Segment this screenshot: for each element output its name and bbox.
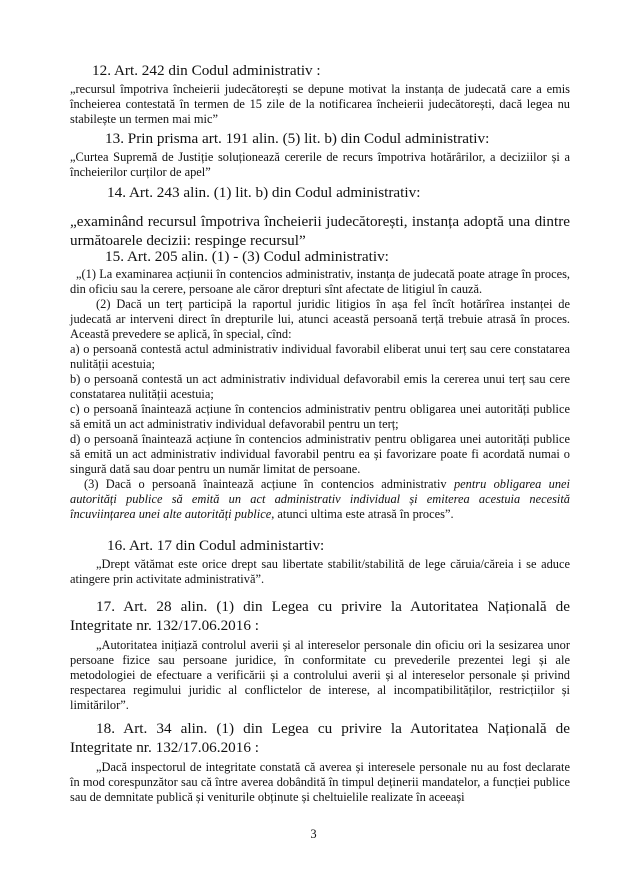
- point-b: b) o persoană contestă un act administrativ individual defavorabil emis la cererea unui terț sau cere constatarea nulității acestuia;: [70, 372, 570, 401]
- item-18: [70, 719, 570, 805]
- paragraph-1: „(1) La examinarea acțiunii în contencios administrativ, instanța de judecată poate atrage în proces, din oficiu sau la cerere, persoane ale căror drepturi sînt afectate de litigiul în cauză.: [70, 267, 570, 296]
- item-17: [70, 597, 570, 713]
- item-heading: 17. Art. 28 alin. (1) din Legea cu privire la Autoritatea Națională de Integritate nr. 132/17.06.2016 :: [70, 598, 570, 634]
- point-d: d) o persoană înaintează acțiune în contencios administrativ pentru obligarea unei autorități publice să emită un act administrativ individual favorabil pentru ea și favorizare poate fi acordată numai o singură dată sau doar pentru un număr limitat de persoane.: [70, 432, 570, 476]
- point-a: a) o persoană contestă actul administrativ individual favorabil eliberat unui terț sau cere constatarea nulității acestuia;: [70, 342, 570, 371]
- item-13: [70, 130, 570, 180]
- point-c: c) o persoană înaintează acțiune în contencios administrativ pentru obligarea unei autorități publice să emită un act administrativ individual defavorabil pentru un terț;: [70, 402, 570, 431]
- item-heading: 16. Art. 17 din Codul administartiv:: [107, 537, 325, 554]
- item-heading: 18. Art. 34 alin. (1) din Legea cu privire la Autoritatea Națională de Integritate nr. 132/17.06.2016 :: [70, 720, 570, 756]
- item-quote: „Curtea Supremă de Justiție soluționează cererile de recurs împotriva hotărârilor, a deciziilor și a încheierilor curților de apel”: [70, 150, 570, 179]
- item-heading: 14. Art. 243 alin. (1) lit. b) din Codul administrativ:: [107, 184, 421, 201]
- paragraph-3: [70, 477, 570, 522]
- page-number: 3: [310, 827, 317, 841]
- item-quote: „recursul împotriva încheierii judecătorești se depune motivat la instanța de judecată care a emis încheierea contestată în termen de 15 zile de la notificarea încheierii judecătorești, dacă legea nu stabilește un termen mai mic”: [70, 82, 570, 126]
- item-15: [70, 248, 570, 522]
- item-quote: „Drept vătămat este orice drept sau libertate stabilit/stabilită de lege căruia/căreia i se aduce atingere prin activitate administrativă”.: [70, 557, 570, 586]
- item-quote: „Autoritatea inițiază controlul averii și al intereselor personale din oficiu ori la sesizarea unor persoane fizice sau persoane juridice, în conformitate cu prevederile prezentei legi și ale metodologiei de efectuare a verificării și a controlului averii și al intereselor personale și privind respectarea regimului juridic al conflictelor de interese, al incompatibilităților, restricțiilor și limitărilor”.: [70, 638, 570, 712]
- item-heading: 15. Art. 205 alin. (1) - (3) Codul administrativ:: [105, 248, 389, 265]
- item-heading: 12. Art. 242 din Codul administrativ :: [92, 62, 321, 79]
- paragraph-2: (2) Dacă un terț participă la raportul juridic litigios în așa fel încît hotărîrea instanței de judecată ar interveni direct în drepturile lui, atunci această persoană terță trebuie atrasă în proces. Această prevedere se aplică, în special, cînd:: [70, 297, 570, 341]
- item-16: [70, 537, 570, 587]
- item-12: [70, 62, 570, 127]
- paragraph-3-italic: pentru obligarea unei autorități publice să emită un act administrativ individual și emiterea acestuia necesită încuviințarea unei alte autorități publice: [70, 477, 570, 521]
- item-14: [70, 184, 570, 250]
- item-quote: „Dacă inspectorul de integritate constată că averea și interesele personale nu au fost declarate în mod corespunzător sau că între averea dobândită în timpul deținerii mandatelor, a funcției publice sau de demnitate publică și veniturile obținute și cheltuielile realizate în aceeași: [70, 760, 570, 804]
- paragraph-3-end: , atunci ultima este atrasă în proces”.: [271, 507, 454, 521]
- paragraph-3-start: (3) Dacă o persoană înaintează acțiune în contencios administrativ: [84, 477, 454, 491]
- item-heading: 13. Prin prisma art. 191 alin. (5) lit. b) din Codul administrativ:: [105, 130, 490, 147]
- item-quote: „examinând recursul împotriva încheierii judecătorești, instanța adoptă una dintre următoarele decizii: respinge recursul”: [70, 213, 570, 249]
